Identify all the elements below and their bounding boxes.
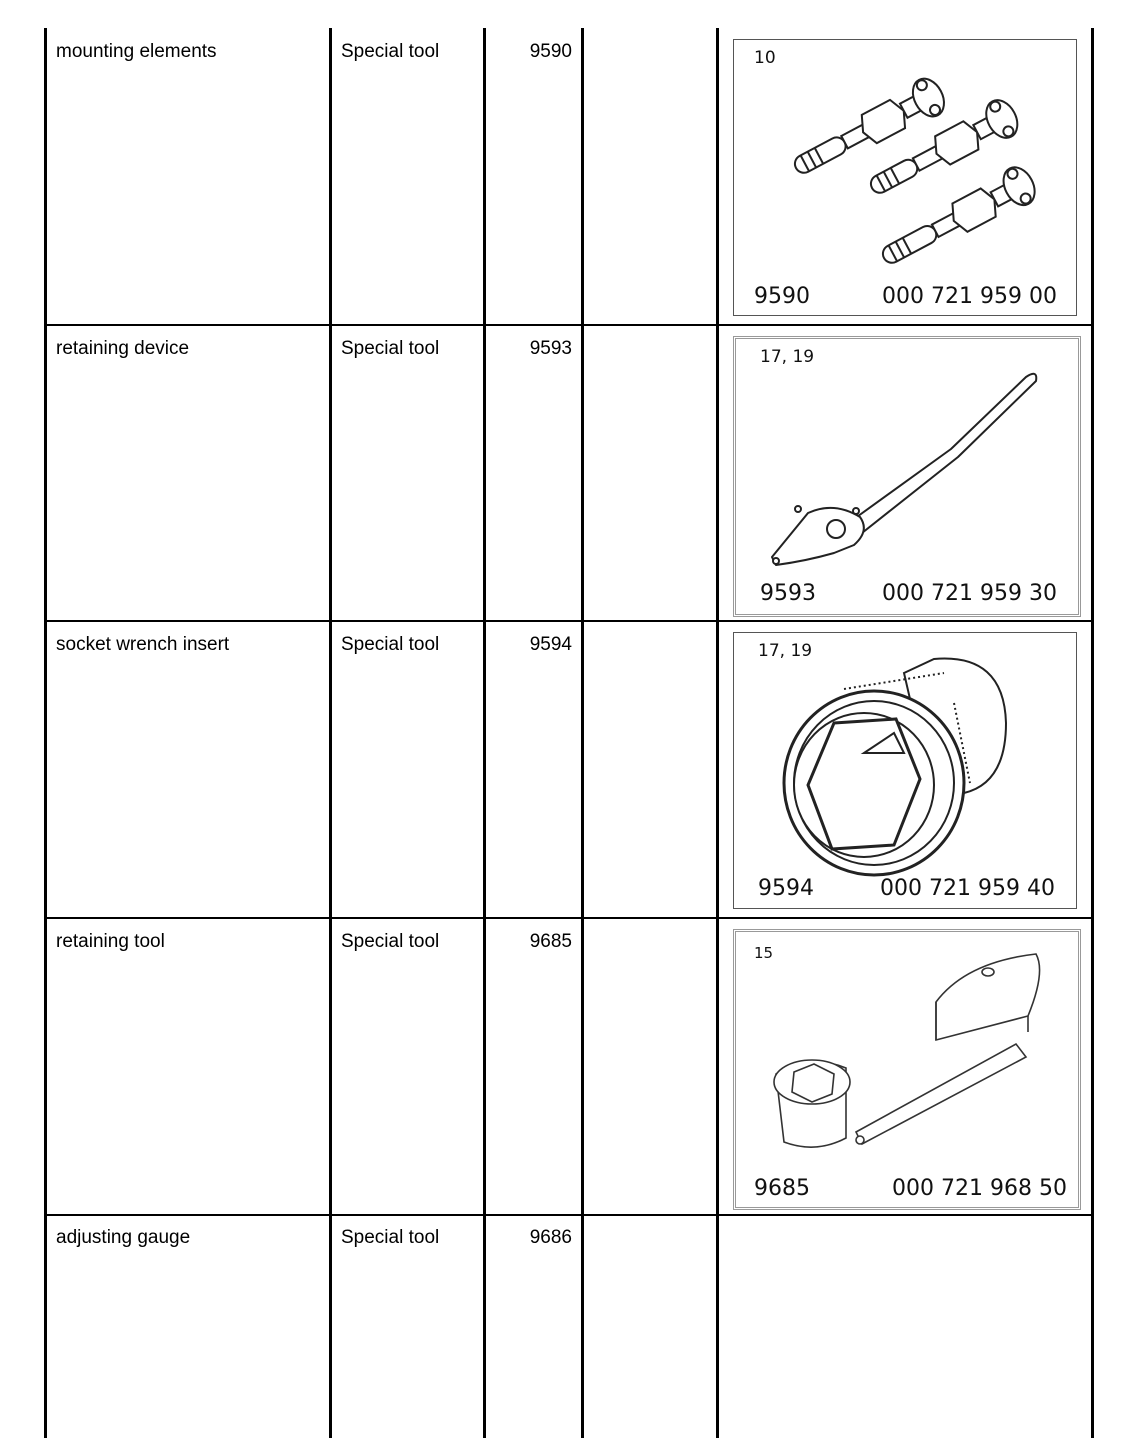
retaining-device-drawing bbox=[736, 339, 1078, 614]
tool-description: adjusting gauge bbox=[56, 1227, 191, 1248]
tool-description: mounting elements bbox=[56, 41, 217, 62]
tool-description: retaining tool bbox=[56, 931, 165, 952]
tool-type: Special tool bbox=[341, 41, 440, 62]
tool-illustration bbox=[733, 39, 1077, 316]
tool-description: socket wrench insert bbox=[56, 634, 230, 655]
tool-type: Special tool bbox=[341, 931, 440, 952]
tool-type: Special tool bbox=[341, 1227, 440, 1248]
column-divider bbox=[716, 28, 719, 1438]
tool-number: 9590 bbox=[529, 41, 572, 62]
figure-tool-number: 9590 bbox=[754, 284, 810, 309]
figure-index: 17, 19 bbox=[760, 347, 815, 367]
figure-tool-number: 9593 bbox=[760, 581, 816, 606]
figure-index: 17, 19 bbox=[758, 641, 813, 661]
figure-part-number: 000 721 959 40 bbox=[880, 876, 1055, 901]
tool-illustration bbox=[733, 929, 1081, 1210]
row-divider bbox=[44, 1214, 1094, 1216]
column-divider bbox=[329, 28, 332, 1438]
mounting-elements-drawing bbox=[734, 40, 1076, 315]
table-border-left bbox=[44, 28, 47, 1438]
column-divider bbox=[581, 28, 584, 1438]
tool-illustration bbox=[733, 632, 1077, 909]
figure-tool-number: 9594 bbox=[758, 876, 814, 901]
figure-index: 15 bbox=[754, 944, 774, 962]
tool-illustration bbox=[733, 336, 1081, 617]
tool-number: 9685 bbox=[529, 931, 572, 952]
figure-part-number: 000 721 968 50 bbox=[892, 1176, 1067, 1201]
row-divider bbox=[44, 917, 1094, 919]
tool-type: Special tool bbox=[341, 634, 440, 655]
row-divider bbox=[44, 620, 1094, 622]
tool-number: 9594 bbox=[529, 634, 572, 655]
tool-type: Special tool bbox=[341, 338, 440, 359]
retaining-tool-drawing bbox=[736, 932, 1078, 1207]
figure-part-number: 000 721 959 00 bbox=[882, 284, 1057, 309]
figure-tool-number: 9685 bbox=[754, 1176, 810, 1201]
row-divider bbox=[44, 324, 1094, 326]
figure-part-number: 000 721 959 30 bbox=[882, 581, 1057, 606]
table-border-right bbox=[1091, 28, 1094, 1438]
tool-description: retaining device bbox=[56, 338, 190, 359]
figure-index: 10 bbox=[754, 48, 776, 68]
tool-number: 9593 bbox=[529, 338, 572, 359]
tool-number: 9686 bbox=[529, 1227, 572, 1248]
socket-wrench-insert-drawing bbox=[734, 633, 1076, 908]
